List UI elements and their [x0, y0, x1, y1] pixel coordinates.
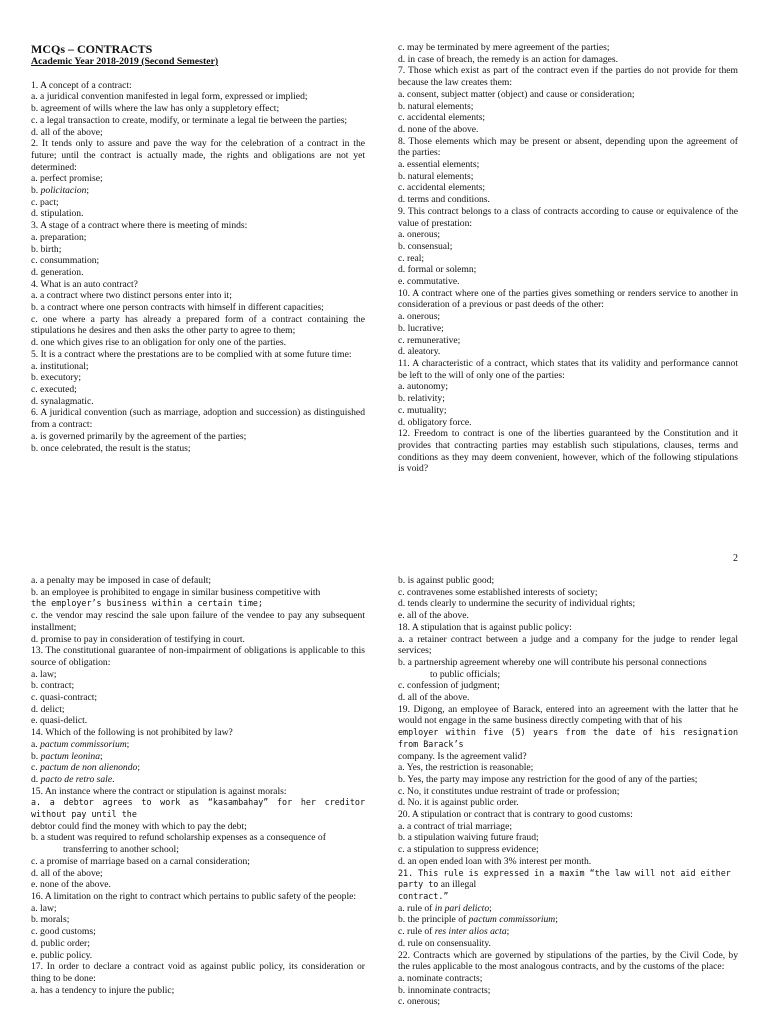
text-line: a. a debtor agrees to work as “kasambahay” for her creditor without pay until the: [31, 797, 365, 820]
text-line: c. pactum de non alienondo;: [31, 762, 140, 774]
text-line: a. law;: [31, 902, 57, 914]
document-title: MCQs – CONTRACTS: [31, 42, 153, 56]
text-line: d. an open ended loan with 3% interest per month.: [398, 855, 592, 867]
text-line: c. a promise of marriage based on a carnal consideration;: [31, 855, 250, 867]
text-line: d. tends clearly to undermine the security of individual rights;: [398, 598, 636, 610]
text-line: 19. Digong, an employee of Barack, entered into an agreement with the latter that he would not engage in the same business directly competing with that of his: [398, 703, 738, 727]
text-line: c. contravenes some established interests of society;: [398, 586, 598, 598]
text-line: c. executed;: [31, 383, 77, 395]
text-line: 18. A stipulation that is against public policy:: [398, 621, 572, 633]
text-line: b. is against public good;: [398, 575, 495, 586]
text-line: c. consummation;: [31, 255, 100, 267]
text-line: d. rule on consensuality.: [398, 937, 491, 949]
text-line: e. quasi-delict.: [31, 715, 88, 727]
text-line: a. consent, subject matter (object) and cause or consideration;: [398, 88, 635, 100]
text-line: 21. This rule is expressed in a maxim “the law will not aid either party to: [398, 867, 731, 890]
text-line: a. a contract of trial marriage;: [398, 820, 512, 832]
text-line: c. the vendor may rescind the sale upon failure of the vendee to pay any subsequent installment;: [31, 610, 365, 633]
text-line: d. formal or solemn;: [398, 264, 477, 276]
text-line: a. Yes, the restriction is reasonable;: [398, 762, 534, 774]
page1-left-column: [31, 42, 365, 454]
text-line: a. a penalty may be imposed in case of default;: [31, 575, 212, 586]
text-line: a. nominate contracts;: [398, 972, 483, 984]
text-line: 1. A concept of a contract:: [31, 79, 132, 91]
page2-right-column: [398, 575, 738, 1008]
text-line: 12. Freedom to contract is one of the liberties guaranteed by the Constitution and it provides that contracting parties may establish such stipulations, clauses, terms and conditions as they may deem convenient, however, which of the following stipulations is void?: [398, 428, 738, 475]
text-line: b. pactum leonina;: [31, 750, 103, 762]
text-line: e. commutative.: [398, 276, 460, 288]
text-line: d. none of the above.: [398, 123, 479, 135]
text-line: b. once celebrated, the result is the status;: [31, 442, 191, 454]
text-line: the employer’s business within a certain time;: [31, 598, 263, 609]
text-line: a. is governed primarily by the agreement of the parties;: [31, 430, 247, 442]
text-line: a. a juridical convention manifested in legal form, expressed or implied;: [31, 91, 308, 103]
text-line: d. all of the above;: [31, 126, 103, 138]
text-line: c. a stipulation to suppress evidence;: [398, 844, 539, 856]
text-line: d. terms and conditions.: [398, 194, 490, 206]
text-line: b. a student was required to refund scholarship expenses as a consequence of: [31, 832, 326, 844]
text-line: to public officials;: [430, 668, 501, 680]
text-line: c. pact;: [31, 196, 59, 208]
text-line: d. obligatory force.: [398, 416, 472, 428]
text-line: a. onerous;: [398, 311, 441, 323]
text-line: d. all of the above.: [398, 692, 470, 704]
text-line: 4. What is an auto contract?: [31, 278, 138, 290]
text-line: d. in case of breach, the remedy is an action for damages.: [398, 53, 619, 65]
text-line: d. aleatory.: [398, 346, 441, 358]
text-line: d. delict;: [31, 703, 65, 715]
text-line: debtor could find the money with which to pay the debt;: [31, 820, 247, 832]
text-line: b. lucrative;: [398, 322, 444, 334]
text-line: b. consensual;: [398, 240, 453, 252]
text-line: 22. Contracts which are governed by stipulations of the parties, by the Civil Code, by the rules applicable to the most analogous contracts, and by the customs of the place:: [398, 949, 738, 973]
text-line: a. rule of in pari delicto;: [398, 902, 492, 914]
text-line: 17. In order to declare a contract void as against public policy, its consideration or thing to be done:: [31, 961, 365, 984]
text-line: company. Is the agreement valid?: [398, 750, 527, 762]
text-line: 2. It tends only to assure and pave the way for the celebration of a contract in the future; until the contract is actually made, the rights and obligations are not yet determined:: [31, 138, 365, 173]
text-line: e. public policy.: [31, 949, 93, 961]
text-line: a. perfect promise;: [31, 173, 103, 185]
text-line: b. relativity;: [398, 393, 445, 405]
text-line: transferring to another school;: [63, 844, 179, 856]
text-line: d. No. it is against public order.: [398, 797, 519, 809]
text-line: b. natural elements;: [398, 170, 474, 182]
text-line: b. a partnership agreement whereby one will contribute his personal connections: [398, 656, 707, 668]
text-line: b. agreement of wills where the law has only a suppletory effect;: [31, 103, 280, 115]
text-line: c. mutuality;: [398, 404, 447, 416]
text-line: 15. An instance where the contract or stipulation is against morals:: [31, 785, 287, 797]
text-line: c. remunerative;: [398, 334, 461, 346]
text-line: b. contract;: [31, 680, 75, 692]
text-line: b. policitacion;: [31, 185, 90, 197]
text-line: b. a stipulation waiving future fraud;: [398, 832, 539, 844]
text-line: 11. A characteristic of a contract, which states that its validity and performance cannot be left to the will of only one of the parties:: [398, 357, 738, 381]
text-line: a. a retainer contract between a judge and a company for the judge to render legal services;: [398, 633, 738, 657]
text-line: c. good customs;: [31, 926, 96, 938]
text-line: b. birth;: [31, 243, 62, 255]
text-line: 7. Those which exist as part of the contract even if the parties do not provide for them because the law creates them:: [398, 65, 738, 89]
text-line: e. none of the above.: [31, 879, 111, 891]
text-line: d. pacto de retro sale.: [31, 773, 115, 785]
text-line: c. may be terminated by mere agreement of the parties;: [398, 42, 610, 53]
text-line: a. pactum commissorium;: [31, 738, 130, 750]
text-line: c. accidental elements;: [398, 182, 486, 194]
text-line: c. quasi-contract;: [31, 692, 98, 704]
text-line: 16. A limitation on the right to contract which pertains to public safety of the people:: [31, 890, 357, 902]
text-line: b. innominate contracts;: [398, 984, 491, 996]
text-line: a. institutional;: [31, 360, 89, 372]
text-line: c. accidental elements;: [398, 112, 486, 124]
text-line: 8. Those elements which may be present or absent, depending upon the agreement of the parties:: [398, 135, 738, 159]
page2-left-column: [31, 575, 365, 996]
text-line: d. public order;: [31, 937, 90, 949]
text-line: a. onerous;: [398, 229, 441, 241]
text-line: a. has a tendency to injure the public;: [31, 984, 175, 996]
text-line: c. rule of res inter alios acta;: [398, 926, 510, 938]
text-line: b. the principle of pactum commissorium;: [398, 914, 558, 926]
text-line: b. executory;: [31, 372, 82, 384]
text-line: 9. This contract belongs to a class of contracts according to cause or equivalence of the value of prestation:: [398, 205, 738, 229]
text-line: b. an employee is prohibited to engage in similar business competitive with: [31, 586, 321, 598]
text-line: e. all of the above.: [398, 610, 469, 622]
text-line: d. promise to pay in consideration of testifying in court.: [31, 633, 245, 645]
text-line: contract.”: [398, 890, 449, 901]
text-line: 20. A stipulation or contract that is contrary to good customs:: [398, 809, 633, 821]
text-line: employer within five (5) years from the date of his resignation from Barack’s: [398, 727, 738, 749]
text-line: a. essential elements;: [398, 159, 480, 171]
document-subtitle: Academic Year 2018-2019 (Second Semester): [31, 56, 219, 67]
text-line: d. all of the above;: [31, 867, 103, 879]
text-line: b. morals;: [31, 914, 70, 926]
page1-right-column: [398, 42, 738, 475]
text-line: d. one which gives rise to an obligation for only one of the parties.: [31, 337, 286, 349]
text-line: c. onerous;: [398, 996, 441, 1008]
text-line: c. real;: [398, 252, 425, 264]
text-line: a. law;: [31, 668, 57, 680]
text-line: 6. A juridical convention (such as marriage, adoption and succession) as distinguished from a contract:: [31, 407, 365, 431]
page-gap: [0, 536, 768, 566]
text-line: 13. The constitutional guarantee of non-impairment of obligations is applicable to this source of obligation:: [31, 645, 365, 668]
text-line: 10. A contract where one of the parties gives something or renders service to another in consideration of a previous or past deeds of the other:: [398, 287, 738, 311]
page-number: 2: [733, 553, 738, 564]
text-line: b. natural elements;: [398, 100, 474, 112]
text-line: d. generation.: [31, 266, 84, 278]
text-line: a. a contract where two distinct persons enter into it;: [31, 290, 232, 302]
text-line: b. a contract where one person contracts with himself in different capacities;: [31, 302, 324, 314]
text-line: 14. Which of the following is not prohibited by law?: [31, 727, 233, 739]
text-line: b. Yes, the party may impose any restriction for the good of any of the parties;: [398, 773, 698, 785]
text-line: d. synalagmatic.: [31, 395, 94, 407]
text-line: c. a legal transaction to create, modify, or terminate a legal tie between the parties;: [31, 114, 348, 126]
text-line: d. stipulation.: [31, 208, 84, 220]
text-line: 3. A stage of a contract where there is meeting of minds:: [31, 220, 248, 232]
text-line: a. autonomy;: [398, 381, 449, 393]
text-line: c. one where a party has already a prepared form of a contract containing the stipulations he desires and then asks the other party to agree to them;: [31, 313, 365, 337]
text-line: an illegal: [440, 879, 477, 891]
text-line: c. No, it constitutes undue restraint of trade or profession;: [398, 785, 620, 797]
text-line: a. preparation;: [31, 231, 87, 243]
text-line: c. confession of judgment;: [398, 680, 500, 692]
text-line: 5. It is a contract where the prestations are to be complied with at some future time:: [31, 348, 352, 360]
